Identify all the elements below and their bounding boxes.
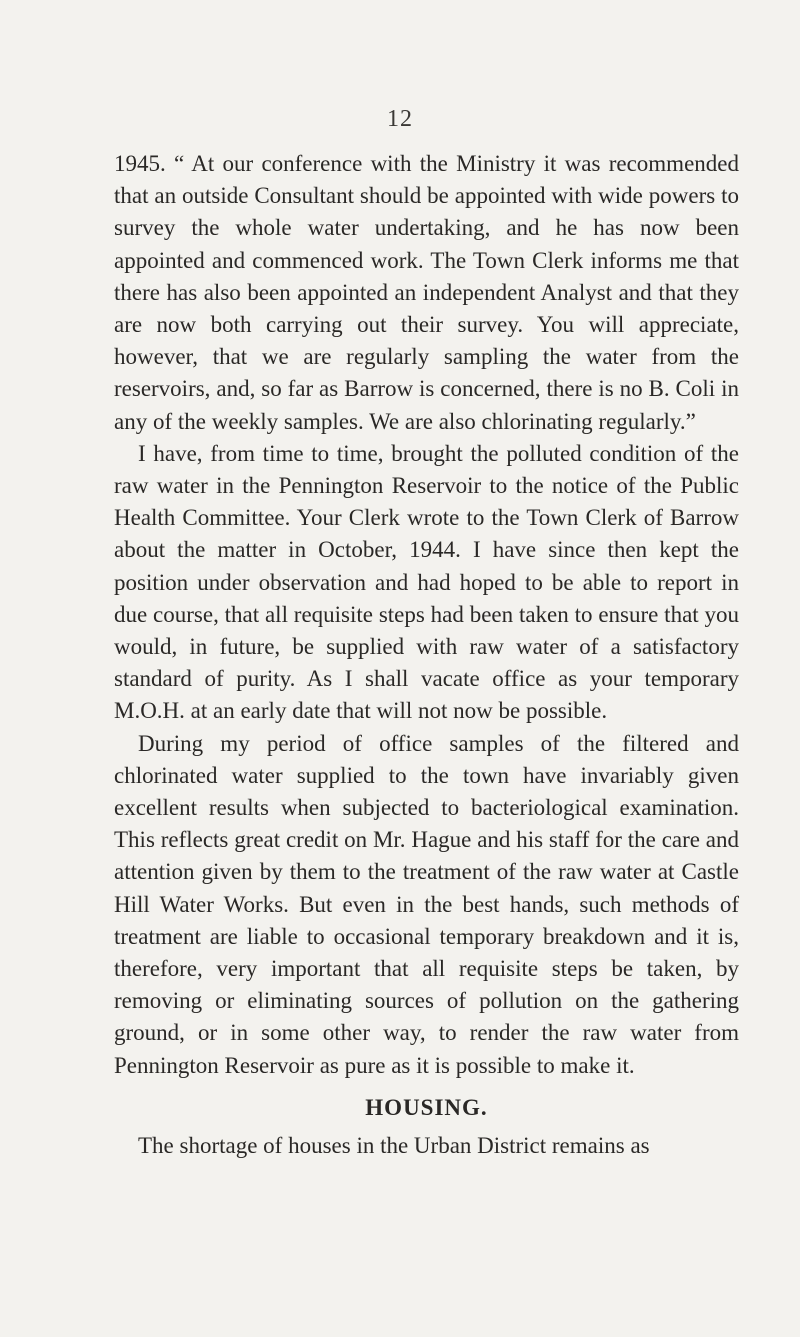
body-text: [114, 148, 739, 1162]
paragraph-conference-quote: 1945. “ At our conference with the Ministry it was recommended that an outside Consultant should be appointed with wide powers to survey the whole water undertaking, and he has now been appointed and commenced work. The Town Clerk informs me that there has also been appointed an independent Analyst and that they are now both carrying out their survey. You will appreciate, however, that we are regularly sampling the water from the reservoirs, and, so far as Barrow is concerned, there is no B. Coli in any of the weekly samples. We are also chlorinating regularly.”: [114, 151, 739, 434]
paragraph-housing: The shortage of houses in the Urban District remains as: [138, 1132, 650, 1158]
section-heading-housing: HOUSING.: [365, 1094, 488, 1120]
paragraph-polluted-condition: I have, from time to time, brought the polluted condition of the raw water in the Pennington Reservoir to the notice of the Public Health Committee. Your Clerk wrote to the Town Clerk of Barrow about the matter in October, 1944. I have since then kept the position under observation and had hoped to be able to report in due course, that all requisite steps had been taken to ensure that you would, in future, be supplied with raw water of a satisfactory standard of purity. As I shall vacate office as your temporary M.O.H. at an early date that will not now be possible.: [114, 440, 739, 724]
page-number: 12: [387, 106, 413, 132]
paragraph-office-samples: During my period of office samples of the filtered and chlorinated water supplied to the town have invariably given excellent results when subjected to bacteriological examination. This reflects great credit on Mr. Hague and his staff for the care and attention given by them to the treatment of the raw water at Castle Hill Water Works. But even in the best hands, such methods of treatment are liable to occasional temporary breakdown and it is, therefore, very important that all requisite steps be taken, by removing or eliminating sources of pollution on the gathering ground, or in some other way, to render the raw water from Pennington Reservoir as pure as it is possible to make it.: [114, 730, 739, 1078]
